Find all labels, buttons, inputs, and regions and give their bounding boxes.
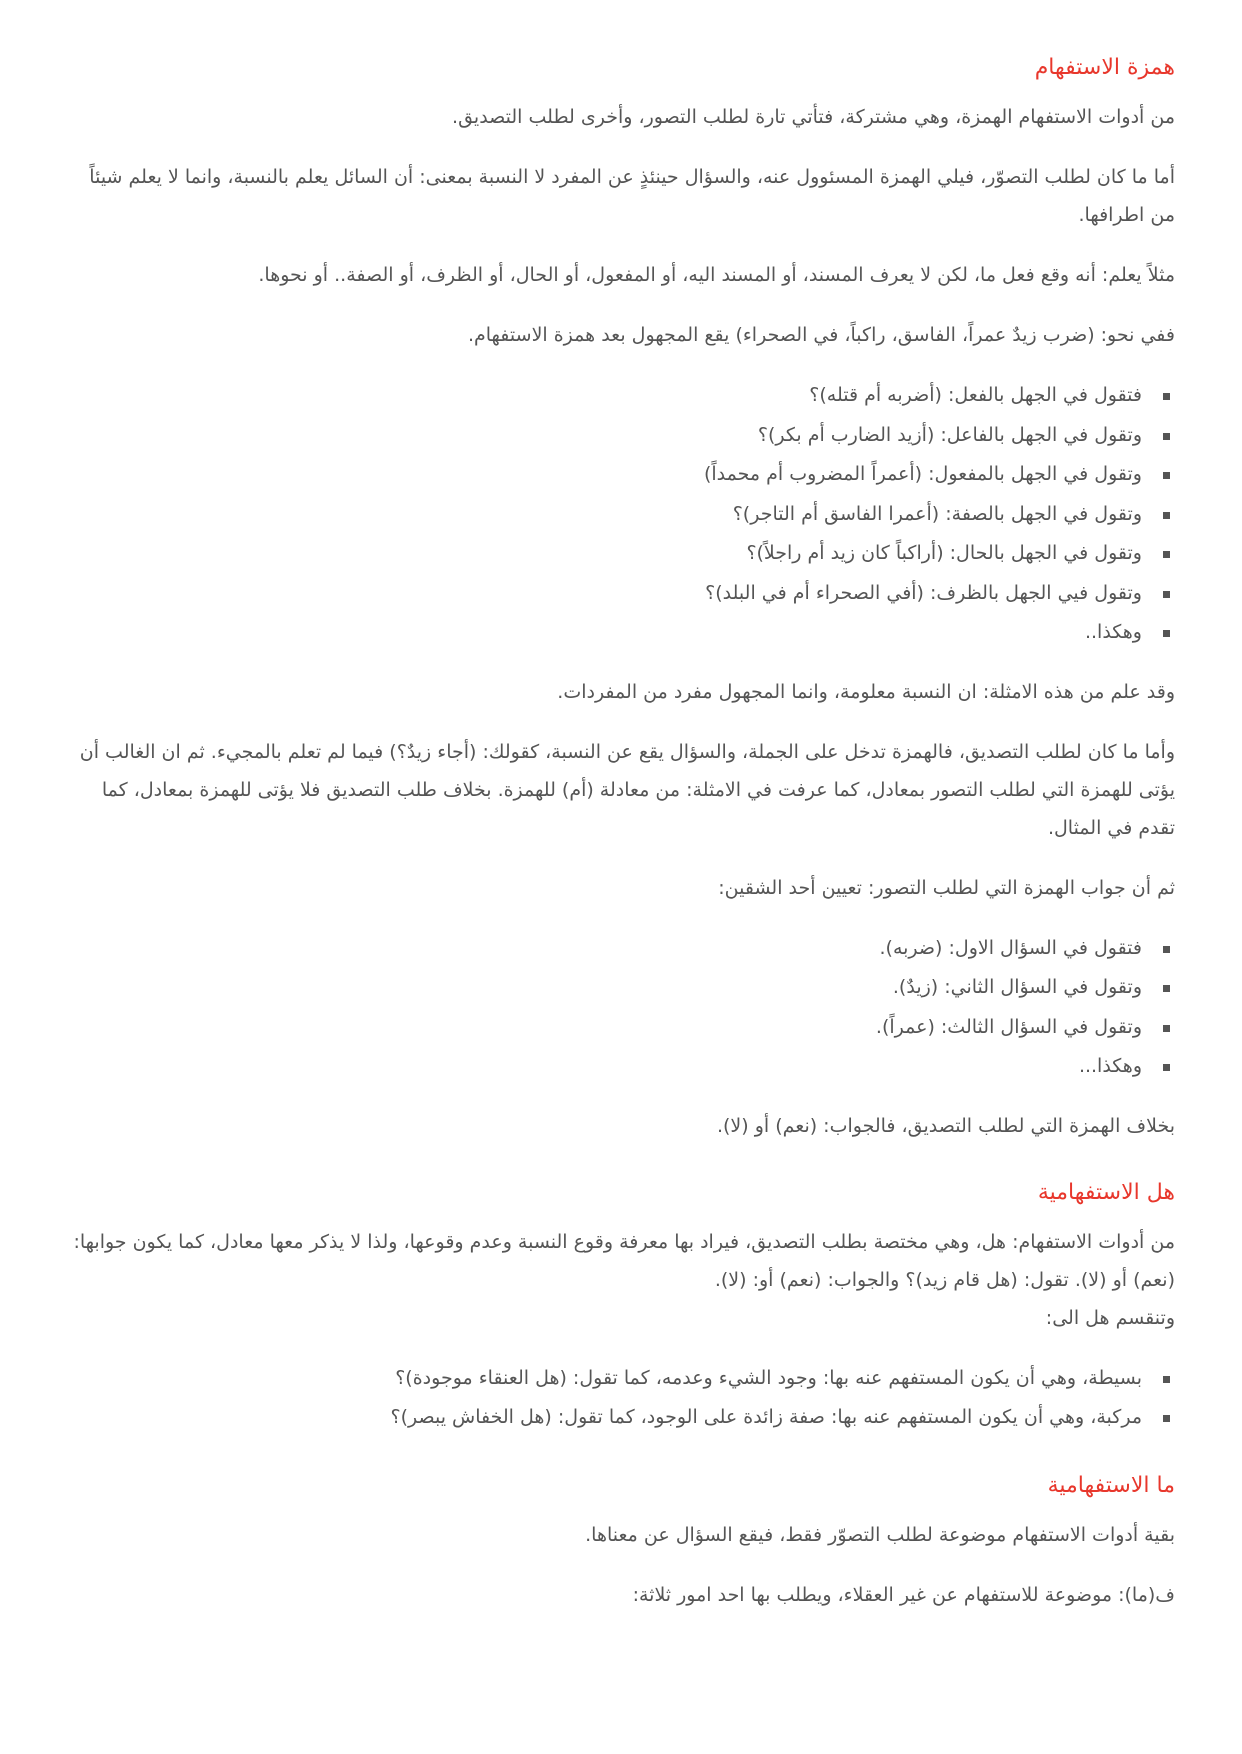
section-heading-hamza: همزة الاستفهام bbox=[1034, 55, 1175, 80]
paragraph: وتنقسم هل الى: bbox=[1045, 1306, 1175, 1329]
list-item: فتقول في السؤال الاول: (ضربه). bbox=[67, 929, 1142, 969]
list-item: وتقول في الجهل بالمفعول: (أعمراً المضروب أم محمداً) bbox=[67, 455, 1142, 495]
paragraph: وأما ما كان لطلب التصديق، فالهمزة تدخل على الجملة، والسؤال يقع عن النسبة، كقولك: (أجاء زيدٌ؟) فيما لم تعلم بالمجيء. ثم ان الغالب أن يؤتى للهمزة التي لطلب التصور بمعادل، كما عرفت في الامثلة: من معادلة (أم) للهمزة. بخلاف طلب التصديق فلا يؤتى للهمزة بمعادل، كما تقدم في المثال. bbox=[79, 740, 1175, 839]
section-heading-ma: ما الاستفهامية bbox=[1047, 1472, 1175, 1498]
paragraph: من أدوات الاستفهام: هل، وهي مختصة بطلب التصديق، فيراد بها معرفة وقوع النسبة وعدم وقوعها، ولذا لا يذكر معها معادل، كما يكون جوابها: (نعم) أو (لا). تقول: (هل قام زيد)؟ والجواب: (نعم) أو: (لا). bbox=[73, 1230, 1175, 1291]
list-item: بسيطة، وهي أن يكون المستفهم عنه بها: وجود الشيء وعدمه، كما تقول: (هل العنقاء موجودة)؟ bbox=[67, 1359, 1142, 1399]
answers-list bbox=[67, 929, 1175, 1087]
list-item: وتقول في الجهل بالحال: (أراكباً كان زيد أم راجلاً)؟ bbox=[67, 534, 1142, 574]
list-item: وتقول في الجهل بالصفة: (أعمرا الفاسق أم التاجر)؟ bbox=[67, 495, 1142, 535]
paragraph: ثم أن جواب الهمزة التي لطلب التصور: تعيين أحد الشقين: bbox=[718, 876, 1175, 899]
paragraph: ففي نحو: (ضرب زيدٌ عمراً، الفاسق، راكباً، في الصحراء) يقع المجهول بعد همزة الاستفهام. bbox=[467, 324, 1175, 346]
paragraph: بقية أدوات الاستفهام موضوعة لطلب التصوّر فقط، فيقع السؤال عن معناها. bbox=[585, 1523, 1175, 1546]
section-heading-hal: هل الاستفهامية bbox=[1037, 1179, 1175, 1205]
paragraph: أما ما كان لطلب التصوّر، فيلي الهمزة المسئوول عنه، والسؤال حينئذٍ عن المفرد لا النسبة بمعنى: أن السائل يعلم بالنسبة، وانما لا يعلم شيئاً من اطرافها. bbox=[89, 166, 1175, 226]
list-item: وهكذا... bbox=[67, 1047, 1142, 1087]
list-item: مركبة، وهي أن يكون المستفهم عنه بها: صفة زائدة على الوجود، كما تقول: (هل الخفاش يبصر)؟ bbox=[67, 1398, 1142, 1438]
examples-list bbox=[67, 376, 1175, 653]
list-item: وتقول فيي الجهل بالظرف: (أفي الصحراء أم في البلد)؟ bbox=[67, 574, 1142, 614]
types-list bbox=[67, 1359, 1175, 1438]
list-item: وتقول في السؤال الثاني: (زيدٌ). bbox=[67, 968, 1142, 1008]
paragraph: وقد علم من هذه الامثلة: ان النسبة معلومة، وانما المجهول مفرد من المفردات. bbox=[557, 680, 1175, 703]
list-item: وهكذا.. bbox=[67, 613, 1142, 653]
paragraph: بخلاف الهمزة التي لطلب التصديق، فالجواب: (نعم) أو (لا). bbox=[716, 1114, 1175, 1137]
list-item: وتقول في الجهل بالفاعل: (أزيد الضارب أم بكر)؟ bbox=[67, 416, 1142, 456]
list-item: فتقول في الجهل بالفعل: (أضربه أم قتله)؟ bbox=[67, 376, 1142, 416]
paragraph: ف(ما): موضوعة للاستفهام عن غير العقلاء، ويطلب بها احد امور ثلاثة: bbox=[632, 1583, 1175, 1606]
paragraph: مثلاً يعلم: أنه وقع فعل ما، لكن لا يعرف المسند، أو المسند اليه، أو المفعول، أو الحال، أو الظرف، أو الصفة.. أو نحوها. bbox=[258, 264, 1175, 286]
paragraph: من أدوات الاستفهام الهمزة، وهي مشتركة، فتأتي تارة لطلب التصور، وأخرى لطلب التصديق. bbox=[452, 106, 1175, 128]
document-page bbox=[67, 52, 1175, 1636]
list-item: وتقول في السؤال الثالث: (عمراً). bbox=[67, 1008, 1142, 1048]
